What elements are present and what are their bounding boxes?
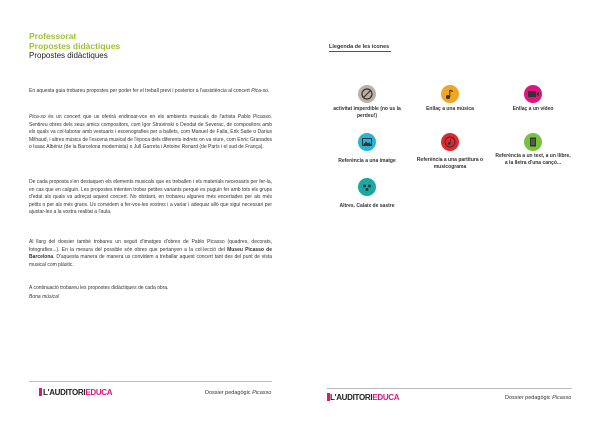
image-reference-icon	[358, 133, 376, 151]
footer-dossier-label: Dossier pedagògic Picasso	[505, 395, 572, 401]
paragraph-proposals: De cada proposta s'en destaquen els elements musicals que es treballen i els materials necessaris per fer-la, en cas que en calguin. Les propostes intenten trobar petites variants perquè es puguin fer amb tots els grups d'edat als quals va adreçat aquest concert. No obstant, en trobareu algunes més encertades per als més petits o per als més grans. Us convidem a fer-vos-les vostres i a variar i adequar allò que sigui necessari per ajustar-les a la vostra realitat a l'aula.	[29, 179, 272, 216]
paragraph-intro: En aquesta guia trobareu propostes per poder fer el treball previ i posterior a l'assistència al concert Pica-so.	[29, 88, 270, 94]
auditori-educa-logo: L'AUDITORIEDUCA	[43, 388, 113, 397]
other-box-icon	[358, 178, 376, 196]
paragraph-images: Al llarg del dossier també trobareu un seguit d'imatges d'obres de Pablo Picasso (quadres, decorats, fotografies...). En la mesura del possible són obres que pertanyen a la col·lecció del Museu Picasso de Barcelona. D'aquesta manera de manera us convidem a treballar aquest concert tant des del punt de vista musical com plàstic.	[29, 239, 272, 268]
legend-caption: Enllaç a un vídeo	[512, 106, 554, 112]
legend-caption: Referència a una partitura o musicograma	[416, 157, 484, 170]
page-subtitle: Propostes didàctiques	[29, 51, 108, 60]
legend-caption: Referència a un text, a un llibre, a la lletra d'una cançó...	[495, 153, 571, 166]
footer-divider	[29, 381, 272, 382]
legend-caption: Altres. Calaix de sastre	[339, 203, 395, 209]
footer-dossier-label: Dossier pedagògic Picasso	[205, 390, 272, 396]
score-reference-icon	[441, 133, 459, 151]
paragraph-closing: Bona música!	[29, 294, 60, 300]
page-subtitle-green: Propostes didàctiques	[29, 41, 121, 51]
page-title: Professorat	[29, 31, 77, 41]
text-reference-icon	[524, 133, 542, 151]
footer-divider	[327, 388, 572, 389]
paragraph-concert: Pica-so és un concert que us oferirà endinsar-vos en els ambients musicals de l'artista Pablo Picasso. Sentireu obres dels seus amics compositors, com Igor Stravinski o Deodat de Severac, de compositors amb els quals va col·laborar amb vestuaris i escenografies per a ballets, com Manuel de Falla, Erik Satie o Darius Milhaud, i altres músics de l'escena musical de l'època dels diferents indrets on va viure, com Enric Granados o Isaac Albéniz (de la Barcelona modernista) o Jull Garreta i Antoine Renard (de París i el sud de França).	[29, 114, 272, 151]
legend-underline	[329, 51, 391, 52]
right-page	[300, 0, 600, 424]
legend-title: Llegenda de les icones	[329, 44, 390, 50]
legend-caption: Enllaç a una música	[426, 106, 474, 112]
forbidden-activity-icon	[358, 85, 376, 103]
logo-mark-icon	[39, 388, 42, 396]
legend-caption: Referència a una imatge	[338, 158, 396, 164]
music-link-icon	[441, 85, 459, 103]
paragraph-continuation: A continuació trobareu les propostes didàctiques de cada obra.	[29, 285, 169, 291]
auditori-educa-logo: L'AUDITORIEDUCA	[330, 393, 400, 402]
video-link-icon	[524, 85, 542, 103]
legend-caption: activitat imperdible (no us la perdeu!)	[333, 106, 401, 119]
